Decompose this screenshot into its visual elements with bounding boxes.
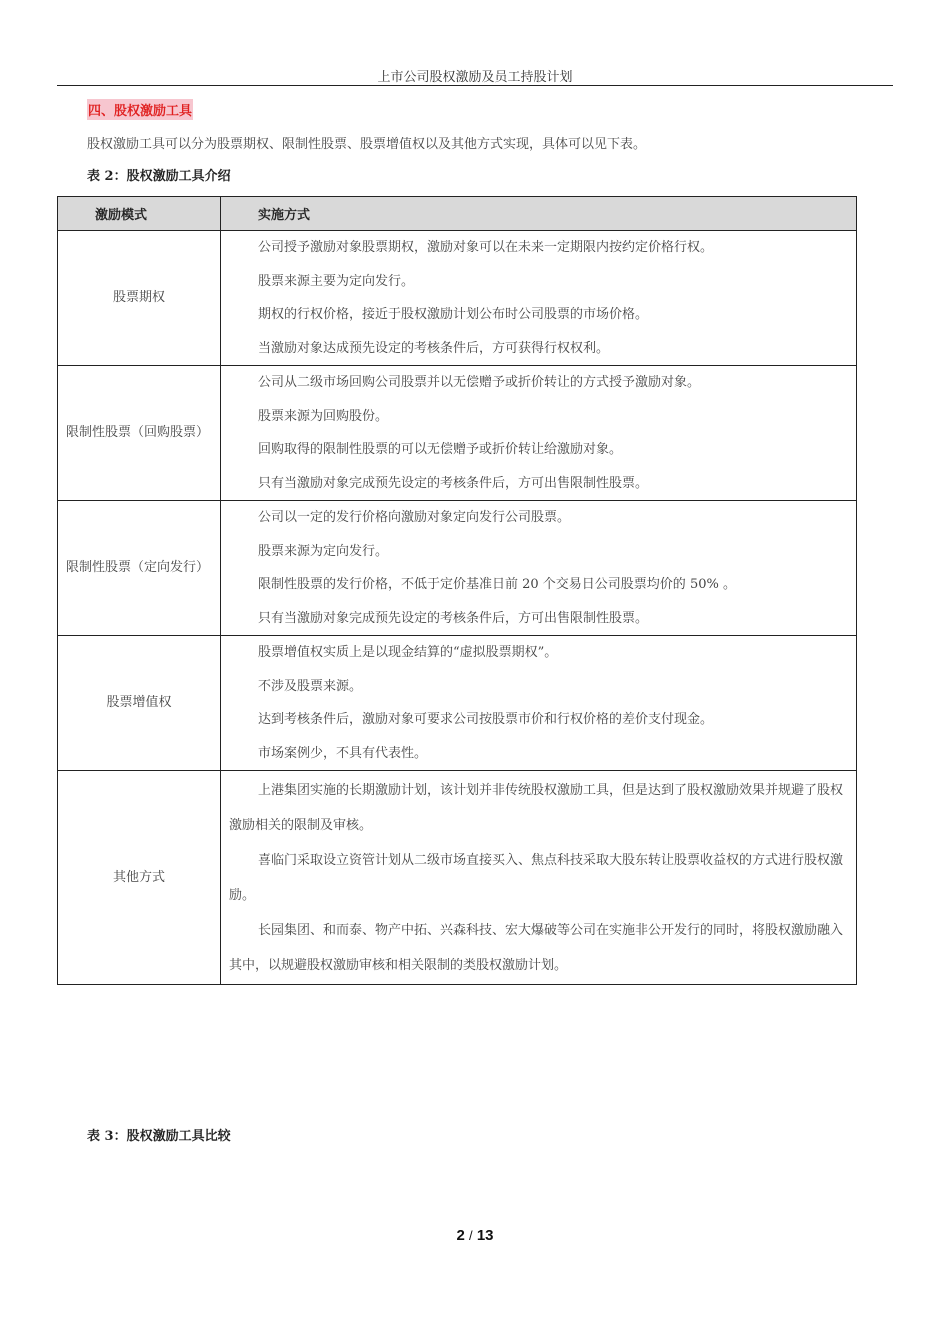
header-divider (57, 85, 893, 86)
implementation-line: 股票来源主要为定向发行。 (258, 273, 415, 289)
implementation-line: 市场案例少，不具有代表性。 (258, 745, 428, 761)
implementation-line: 当激励对象达成预先设定的考核条件后，方可获得行权权利。 (258, 340, 610, 356)
implementation-line: 只有当激励对象完成预先设定的考核条件后，方可出售限制性股票。 (258, 610, 649, 626)
mode-cell: 限制性股票（回购股票） (58, 366, 221, 501)
implementation-line: 股票增值权实质上是以现金结算的“虚拟股票期权”。 (258, 645, 558, 660)
mode-cell: 限制性股票（定向发行） (58, 501, 221, 636)
implementation-line: 回购取得的限制性股票的可以无偿赠予或折价转让给激励对象。 (258, 442, 623, 457)
mode-cell: 股票增值权 (58, 636, 221, 771)
table-3-caption: 表 3：股权激励工具比较 (87, 1129, 231, 1144)
mode-cell: 其他方式 (58, 771, 221, 985)
incentive-tools-table (57, 196, 857, 985)
implementation-paragraph: 喜临门采取设立资管计划从二级市场直接买入、焦点科技采取大股东转让股票收益权的方式进行股权激励。 (229, 852, 844, 903)
mode-cell: 股票期权 (58, 231, 221, 366)
table-row (58, 501, 857, 636)
implementation-line: 限制性股票的发行价格，不低于定价基准日前 20 个交易日公司股票均价的 50% 。 (258, 577, 736, 592)
implementation-cell (221, 771, 857, 985)
intro-paragraph: 股权激励工具可以分为股票期权、限制性股票、股票增值权以及其他方式实现，具体可以见下表。 (87, 137, 647, 152)
table-header-row (58, 197, 857, 231)
page-total: 13 (476, 1227, 494, 1244)
implementation-cell (221, 636, 857, 771)
implementation-paragraph: 上港集团实施的长期激励计划，该计划并非传统股权激励工具，但是达到了股权激励效果并规避了股权激励相关的限制及审核。 (229, 782, 844, 833)
header-cell-mode: 激励模式 (58, 197, 221, 231)
table-row (58, 366, 857, 501)
table-row (58, 771, 857, 985)
page-separator: / (469, 1228, 473, 1243)
header-cell-implementation: 实施方式 (221, 197, 857, 231)
implementation-line: 公司以一定的发行价格向激励对象定向发行公司股票。 (258, 510, 571, 525)
implementation-line: 只有当激励对象完成预先设定的考核条件后，方可出售限制性股票。 (258, 475, 649, 491)
implementation-line: 公司授予激励对象股票期权，激励对象可以在未来一定期限内按约定价格行权。 (258, 240, 714, 255)
table-2-caption: 表 2：股权激励工具介绍 (87, 169, 231, 184)
running-header-title: 上市公司股权激励及员工持股计划 (377, 70, 573, 85)
implementation-line: 期权的行权价格，接近于股权激励计划公布时公司股票的市场价格。 (258, 307, 649, 322)
table-row (58, 636, 857, 771)
implementation-line: 股票来源为定向发行。 (258, 543, 389, 559)
section-heading: 四、股权激励工具 (87, 99, 193, 120)
implementation-line: 不涉及股票来源。 (258, 678, 363, 694)
implementation-line: 股票来源为回购股份。 (258, 408, 389, 424)
implementation-line: 达到考核条件后，激励对象可要求公司按股票市价和行权价格的差价支付现金。 (258, 712, 714, 727)
implementation-line: 公司从二级市场回购公司股票并以无偿赠予或折价转让的方式授予激励对象。 (258, 375, 701, 390)
table-row (58, 231, 857, 366)
page-number (0, 1227, 950, 1244)
implementation-cell (221, 501, 857, 636)
implementation-paragraph: 长园集团、和而泰、物产中拓、兴森科技、宏大爆破等公司在实施非公开发行的同时，将股权激励融入其中，以规避股权激励审核和相关限制的类股权激励计划。 (229, 922, 844, 973)
page-current: 2 (456, 1227, 465, 1244)
implementation-cell (221, 231, 857, 366)
implementation-cell (221, 366, 857, 501)
